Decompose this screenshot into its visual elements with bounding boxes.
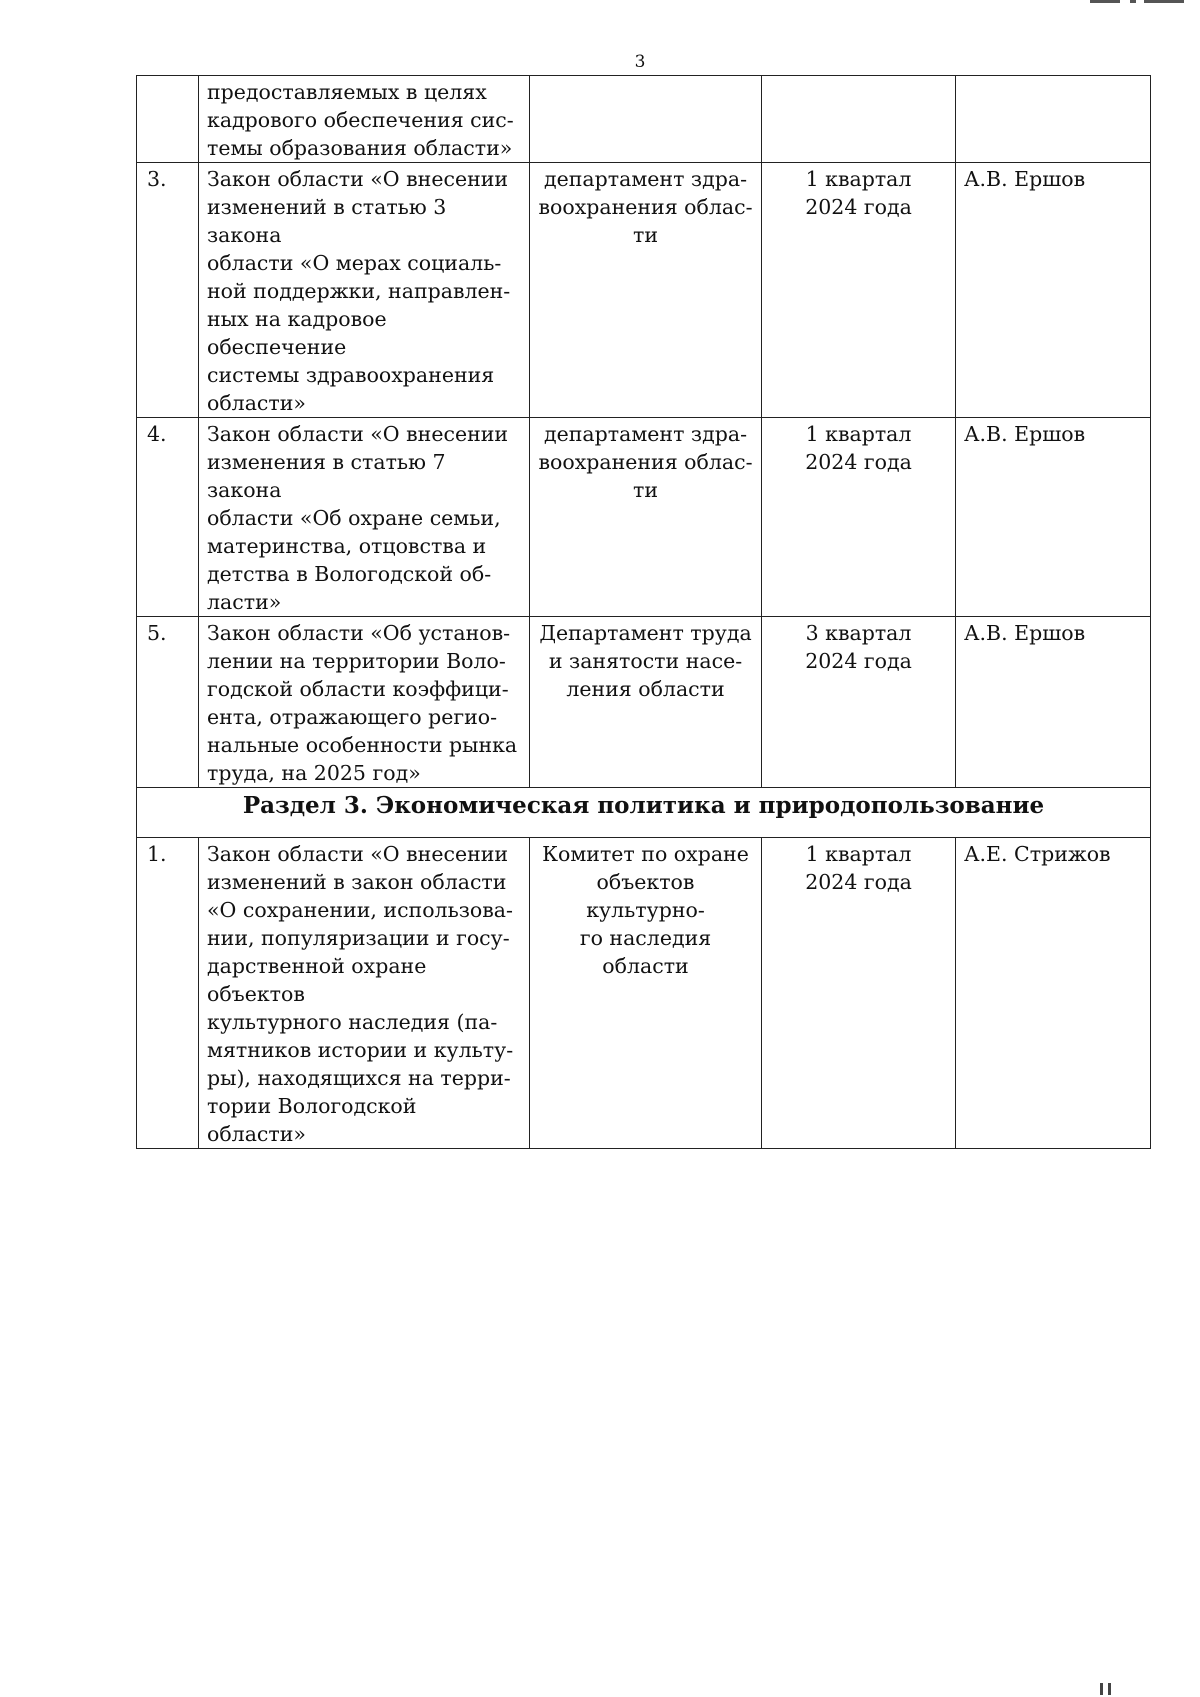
cell-deadline (762, 418, 956, 617)
cell-deadline (762, 838, 956, 1149)
cell-curator: А.В. Ершов (956, 418, 1151, 617)
deadline-text: 1 квартал 2024 года (805, 422, 912, 474)
plan-table (136, 75, 1151, 1149)
cell-deadline (762, 617, 956, 788)
cell-law-name (199, 418, 530, 617)
cell-law-name (199, 838, 530, 1149)
cell-curator: А.Е. Стрижов (956, 838, 1151, 1149)
cell-num: 5. (137, 617, 199, 788)
cell-law-name (199, 76, 530, 163)
cell-responsible (530, 76, 762, 163)
cell-num: 1. (137, 838, 199, 1149)
scan-bottom-mark (1100, 1683, 1120, 1695)
law-name-text: предоставляемых в целях кадрового обеспечения сис- темы образования области» (207, 80, 514, 160)
cell-responsible (530, 838, 762, 1149)
law-name-text: Закон области «О внесении изменений в закон области «О сохранении, использова- нии, популяризации и госу- дарственной охране объектов культурного наследия (па- мятников истории и культу- ры), находящихся на терри- тории Вологодской области» (207, 842, 514, 1146)
cell-law-name (199, 163, 530, 418)
cell-responsible (530, 418, 762, 617)
table-row (137, 163, 1151, 418)
cell-deadline (762, 163, 956, 418)
section-heading-row (137, 788, 1151, 838)
cell-responsible (530, 617, 762, 788)
table-row (137, 617, 1151, 788)
cell-num (137, 76, 199, 163)
table-row (137, 418, 1151, 617)
cell-curator: А.В. Ершов (956, 163, 1151, 418)
responsible-text: Департамент труда и занятости насе- ления области (539, 621, 752, 701)
law-name-text: Закон области «О внесении изменения в статью 7 закона области «Об охране семьи, материнства, отцовства и детства в Вологодской об- ласти» (207, 422, 509, 614)
deadline-text: 1 квартал 2024 года (805, 842, 912, 894)
cell-deadline (762, 76, 956, 163)
scan-corner-mark (1090, 0, 1200, 4)
deadline-text: 1 квартал 2024 года (805, 167, 912, 219)
plan-table-wrapper (136, 75, 1150, 1149)
deadline-text: 3 квартал 2024 года (805, 621, 912, 673)
responsible-text: Комитет по охране объектов культурно- го наследия области (542, 842, 749, 978)
cell-responsible (530, 163, 762, 418)
cell-num: 3. (137, 163, 199, 418)
cell-curator (956, 76, 1151, 163)
page-number: 3 (634, 52, 646, 72)
law-name-text: Закон области «Об установ- лении на территории Воло- годской области коэффици- ента, отражающего регио- нальные особенности рынка труда, на 2025 год» (207, 621, 518, 785)
law-name-text: Закон области «О внесении изменений в статью 3 закона области «О мерах социаль- ной поддержки, направлен- ных на кадровое обеспечение системы здравоохранения области» (207, 167, 511, 415)
cell-law-name (199, 617, 530, 788)
section-title: Раздел 3. Экономическая политика и природопользование (137, 788, 1151, 838)
responsible-text: департамент здра- воохранения облас- ти (538, 167, 753, 247)
cell-num: 4. (137, 418, 199, 617)
cell-curator: А.В. Ершов (956, 617, 1151, 788)
table-row-continued (137, 76, 1151, 163)
table-row (137, 838, 1151, 1149)
responsible-text: департамент здра- воохранения облас- ти (538, 422, 753, 502)
